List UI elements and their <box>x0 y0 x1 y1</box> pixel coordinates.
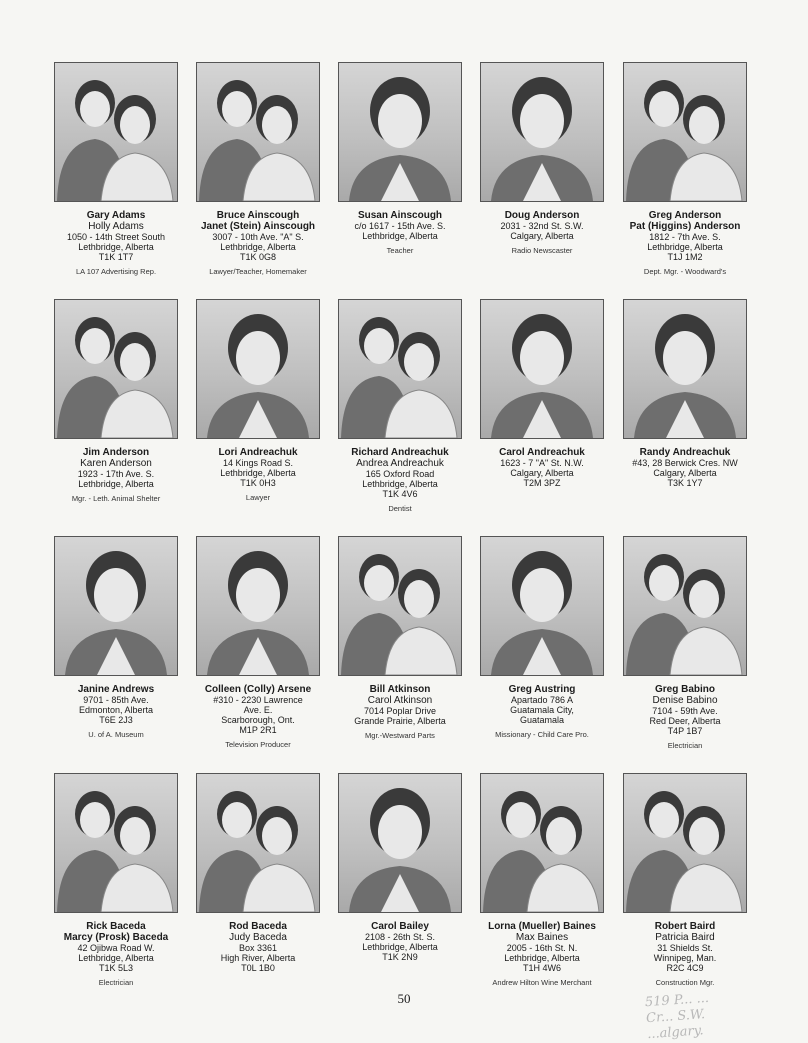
address-line: Calgary, Alberta <box>510 468 574 478</box>
address-line: 1050 - 14th Street South <box>66 232 166 242</box>
person-card <box>196 536 320 749</box>
occupation: Missionary - Child Care Pro. <box>495 730 589 739</box>
person-name: Carol Andreachuk <box>499 447 585 458</box>
couple-silhouette-icon <box>339 537 461 675</box>
couple-silhouette-icon <box>339 300 461 438</box>
address-line: T1K 2N9 <box>382 952 418 962</box>
address-line: #43, 28 Berwick Cres. NW <box>632 458 738 468</box>
occupation: Dentist <box>388 504 412 513</box>
occupation <box>338 967 462 976</box>
spouse-name: Andrea Andreachuk <box>356 458 444 469</box>
occupation: Electrician <box>98 978 134 987</box>
occupation: U. of A. Museum <box>88 730 144 739</box>
address-line: Lethbridge, Alberta <box>362 231 438 241</box>
spouse-name: Patricia Baird <box>655 932 715 943</box>
spouse-name: Max Baines <box>515 932 569 943</box>
address-line: Lethbridge, Alberta <box>362 942 438 952</box>
couple-silhouette-icon <box>197 774 319 912</box>
portrait-photo <box>480 536 604 676</box>
portrait-silhouette-icon <box>481 537 603 675</box>
person-card <box>623 773 747 987</box>
address-line: 7104 - 59th Ave. <box>652 706 718 716</box>
address-line: Apartado 786 A <box>510 695 574 705</box>
portrait-photo <box>196 299 320 439</box>
address-line: Lethbridge, Alberta <box>78 953 154 963</box>
person-name: Bill Atkinson <box>369 684 431 695</box>
portrait-photo <box>54 773 178 913</box>
address-line: Edmonton, Alberta <box>78 705 154 715</box>
person-card <box>338 536 462 740</box>
address-line: T1K 4V6 <box>382 489 418 499</box>
address-line: Guatamala <box>519 715 565 725</box>
portrait-silhouette-icon <box>481 63 603 201</box>
portrait-photo <box>54 536 178 676</box>
address-line: 31 Shields St. <box>657 943 713 953</box>
address-line: 14 Kings Road S. <box>222 458 294 468</box>
person-card <box>480 62 604 255</box>
portrait-photo <box>338 62 462 202</box>
person-card <box>196 299 320 502</box>
occupation: Mgr.-Westward Parts <box>365 731 435 740</box>
person-card <box>196 773 320 987</box>
person-name: Rod Baceda <box>229 921 287 932</box>
person-name: Rick Baceda <box>86 921 146 932</box>
address-line: M1P 2R1 <box>239 725 277 735</box>
portrait-photo <box>54 299 178 439</box>
person-name: Carol Bailey <box>371 921 429 932</box>
occupation: Dept. Mgr. - Woodward's <box>643 267 727 276</box>
person-name: Lori Andreachuk <box>218 447 298 458</box>
spouse-name: Holly Adams <box>88 221 144 232</box>
couple-silhouette-icon <box>55 63 177 201</box>
portrait-row <box>50 299 750 536</box>
occupation: Andrew Hilton Wine Merchant <box>492 978 592 987</box>
spouse-name: Janet (Stein) Ainscough <box>200 221 316 232</box>
person-name: Bruce Ainscough <box>216 210 300 221</box>
person-card <box>480 536 604 739</box>
address-line: T0L 1B0 <box>241 963 275 973</box>
address-line: Box 3361 <box>238 943 278 953</box>
portrait-silhouette-icon <box>481 300 603 438</box>
portrait-photo <box>623 773 747 913</box>
address-line: Grande Prairie, Alberta <box>354 716 446 726</box>
couple-silhouette-icon <box>624 63 746 201</box>
person-name: Doug Anderson <box>504 210 580 221</box>
address-line: c/o 1617 - 15th Ave. S. <box>354 221 446 231</box>
occupation <box>623 493 747 502</box>
portrait-row <box>50 536 750 773</box>
address-line: 1923 - 17th Ave. S. <box>77 469 155 479</box>
occupation: Construction Mgr. <box>655 978 715 987</box>
occupation: Teacher <box>386 246 414 255</box>
address-line: #310 - 2230 Lawrence <box>213 695 303 705</box>
address-line: T1K 0H3 <box>240 478 276 488</box>
occupation <box>480 493 604 502</box>
address-line: R2C 4C9 <box>666 963 704 973</box>
person-card <box>623 536 747 750</box>
address-line: T3K 1Y7 <box>667 478 703 488</box>
address-line: 1623 - 7 "A" St. N.W. <box>500 458 584 468</box>
address-line: Calgary, Alberta <box>653 468 717 478</box>
person-name: Lorna (Mueller) Baines <box>488 921 596 932</box>
address-line: 7014 Poplar Drive <box>363 706 437 716</box>
portrait-grid <box>50 62 750 1010</box>
address-line: Lethbridge, Alberta <box>220 468 296 478</box>
portrait-photo <box>623 299 747 439</box>
portrait-silhouette-icon <box>624 300 746 438</box>
occupation: Lawyer/Teacher, Homemaker <box>209 267 307 276</box>
person-name: Gary Adams <box>86 210 146 221</box>
address-line: 1812 - 7th Ave. S. <box>649 232 721 242</box>
portrait-photo <box>54 62 178 202</box>
handwritten-line: ...algary. <box>646 1023 704 1043</box>
person-card <box>196 62 320 276</box>
occupation: Television Producer <box>225 740 291 749</box>
handwritten-note <box>645 985 798 1043</box>
portrait-photo <box>196 536 320 676</box>
portrait-photo <box>623 536 747 676</box>
address-line: Lethbridge, Alberta <box>78 242 154 252</box>
couple-silhouette-icon <box>624 774 746 912</box>
person-name: Richard Andreachuk <box>351 447 449 458</box>
address-line: T6E 2J3 <box>99 715 133 725</box>
address-line: Lethbridge, Alberta <box>78 479 154 489</box>
spouse-name: Denise Babino <box>652 695 718 706</box>
portrait-silhouette-icon <box>339 774 461 912</box>
occupation: Electrician <box>667 741 703 750</box>
address-line: 2108 - 26th St. S. <box>364 932 436 942</box>
couple-silhouette-icon <box>55 300 177 438</box>
occupation: Mgr. - Leth. Animal Shelter <box>71 494 161 503</box>
portrait-photo <box>338 773 462 913</box>
couple-silhouette-icon <box>197 63 319 201</box>
address-line: 2005 - 16th St. N. <box>506 943 578 953</box>
address-line: Lethbridge, Alberta <box>504 953 580 963</box>
portrait-silhouette-icon <box>197 537 319 675</box>
address-line: 2031 - 32nd St. S.W. <box>500 221 584 231</box>
person-name: Janine Andrews <box>77 684 155 695</box>
person-name: Greg Austring <box>508 684 576 695</box>
spouse-name: Carol Atkinson <box>367 695 433 706</box>
portrait-photo <box>623 62 747 202</box>
portrait-photo <box>338 536 462 676</box>
couple-silhouette-icon <box>481 774 603 912</box>
address-line: 3007 - 10th Ave. "A" S. <box>212 232 304 242</box>
person-card <box>480 299 604 502</box>
portrait-photo <box>196 62 320 202</box>
spouse-name: Judy Baceda <box>229 932 287 943</box>
person-name: Jim Anderson <box>82 447 150 458</box>
address-line: T1H 4W6 <box>522 963 561 973</box>
address-line: T1K 5L3 <box>98 963 134 973</box>
portrait-silhouette-icon <box>55 537 177 675</box>
portrait-photo <box>480 62 604 202</box>
address-line: Red Deer, Alberta <box>649 716 721 726</box>
occupation: Radio Newscaster <box>511 246 573 255</box>
person-card <box>338 62 462 255</box>
portrait-photo <box>480 299 604 439</box>
person-card <box>54 299 178 503</box>
address-line: Calgary, Alberta <box>510 231 574 241</box>
address-line: Lethbridge, Alberta <box>220 242 296 252</box>
address-line: Ave. E. <box>243 705 273 715</box>
address-line: Guatamala City, <box>510 705 574 715</box>
couple-silhouette-icon <box>624 537 746 675</box>
address-line: High River, Alberta <box>220 953 296 963</box>
person-name: Robert Baird <box>654 921 716 932</box>
spouse-name: Karen Anderson <box>80 458 152 469</box>
person-name: Greg Babino <box>654 684 715 695</box>
portrait-photo <box>196 773 320 913</box>
address-line: T1K 0G8 <box>239 252 277 262</box>
portrait-photo <box>480 773 604 913</box>
portrait-row <box>50 62 750 299</box>
address-line: T1K 1T7 <box>98 252 134 262</box>
person-card <box>480 773 604 987</box>
address-line: T2M 3PZ <box>523 478 561 488</box>
person-name: Randy Andreachuk <box>639 447 731 458</box>
person-name: Susan Ainscough <box>357 210 443 221</box>
portrait-row <box>50 773 750 1010</box>
person-card <box>54 536 178 739</box>
address-line: 165 Oxford Road <box>365 469 435 479</box>
address-line: Lethbridge, Alberta <box>647 242 723 252</box>
occupation <box>196 978 320 987</box>
portrait-silhouette-icon <box>339 63 461 201</box>
address-line: 42 Ojibwa Road W. <box>77 943 155 953</box>
page-number: 50 <box>397 991 411 1006</box>
portrait-silhouette-icon <box>197 300 319 438</box>
handwritten-line: 519 P... ... <box>644 990 710 1011</box>
address-line: Lethbridge, Alberta <box>362 479 438 489</box>
spouse-name: Marcy (Prosk) Baceda <box>63 932 169 943</box>
occupation: Lawyer <box>245 493 271 502</box>
couple-silhouette-icon <box>55 774 177 912</box>
address-line: Scarborough, Ont. <box>221 715 295 725</box>
occupation: LA 107 Advertising Rep. <box>75 267 157 276</box>
person-card <box>338 773 462 976</box>
spouse-name: Pat (Higgins) Anderson <box>629 221 741 232</box>
person-card <box>338 299 462 513</box>
person-card <box>623 62 747 276</box>
address-line: 9701 - 85th Ave. <box>83 695 149 705</box>
person-name: Greg Anderson <box>648 210 722 221</box>
address-line: T4P 1B7 <box>667 726 703 736</box>
portrait-photo <box>338 299 462 439</box>
handwritten-line: Cr... S.W. <box>645 1007 706 1027</box>
address-line: Winnipeg, Man. <box>653 953 717 963</box>
person-card <box>623 299 747 502</box>
person-name: Colleen (Colly) Arsene <box>204 684 312 695</box>
person-card <box>54 62 178 276</box>
address-line: T1J 1M2 <box>667 252 703 262</box>
person-card <box>54 773 178 987</box>
